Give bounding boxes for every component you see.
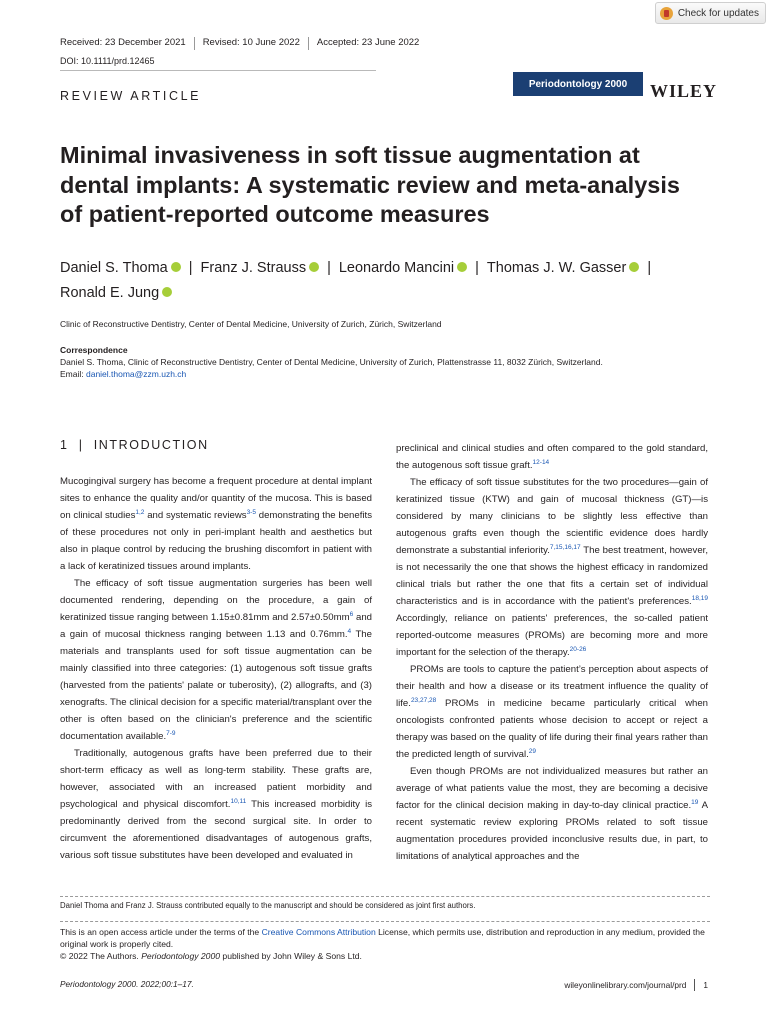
received-date: Received: 23 December 2021	[60, 37, 186, 48]
author[interactable]: Thomas J. W. Gasser	[487, 260, 639, 276]
citation-link[interactable]: 10,11	[230, 797, 247, 805]
citation-link[interactable]: 20-26	[569, 645, 587, 653]
citation-link[interactable]: 7,15,16,17	[549, 543, 581, 551]
header-rule	[60, 70, 376, 71]
paragraph: PROMs are tools to capture the patient’s perception about aspects of their health and how a disease or its treatment influence the quality of life.$^{23,27,28}$ PROMs in medicine became particularly critical when oncologists confronted patients whose decision to accept or reject a therapy was based on the quality of life during their final years rather than the predicted length of survival.$^{29}$	[396, 664, 708, 760]
paragraph: Traditionally, autogenous grafts have been preferred due to their short-term efficacy as well as long-term stability. These grafts are, however, associated with an increased patient morbidity and psychological and physical discomfort.$^{10,11}$ This increased morbidity is predominantly derived from the second surgical site. In order to circumvent the aforementioned disadvantages of autogenous grafts, various soft tissue substitutes have been developed and evaluated in	[60, 748, 372, 861]
article-dates	[60, 37, 419, 50]
citation-link[interactable]: 29	[528, 747, 537, 755]
author[interactable]: Franz J. Strauss	[201, 260, 320, 276]
doi: DOI: 10.1111/prd.12465	[60, 56, 155, 66]
orcid-icon[interactable]	[171, 262, 181, 272]
left-column	[60, 473, 372, 864]
citation-link[interactable]: 12-14	[532, 458, 550, 466]
author[interactable]: Ronald E. Jung	[60, 285, 172, 301]
citation-link[interactable]: 19	[691, 798, 699, 806]
author[interactable]: Daniel S. Thoma	[60, 260, 181, 276]
article-type: REVIEW ARTICLE	[60, 89, 202, 103]
orcid-icon[interactable]	[629, 262, 639, 272]
citation-link[interactable]: 7-9	[166, 729, 176, 737]
email-label: Email:	[60, 369, 86, 379]
citation-link[interactable]: 3-5	[246, 508, 256, 516]
right-column	[396, 440, 708, 865]
license-block: This is an open access article under the terms of the Creative Commons Attribution License, which permits use, distribution and reproduction in any medium, provided the original work is properly cited. © 2022 The Authors. Periodontology 2000 published by John Wiley & Sons Ltd.	[60, 927, 705, 961]
revised-date: Revised: 10 June 2022	[202, 37, 300, 48]
footer-citation: Periodontology 2000. 2022;00:1–17.	[60, 979, 194, 989]
citation-link[interactable]: 1,2	[135, 508, 145, 516]
date-divider	[194, 37, 195, 50]
orcid-icon[interactable]	[162, 287, 172, 297]
citation-link[interactable]: 4	[347, 627, 352, 635]
author-footnote: Daniel Thoma and Franz J. Strauss contributed equally to the manuscript and should be considered as joint first authors.	[60, 901, 476, 910]
email-link[interactable]: daniel.thoma@zzm.uzh.ch	[85, 369, 187, 379]
footnote-divider	[60, 896, 710, 897]
license-divider	[60, 921, 710, 922]
citation-link[interactable]: 6	[349, 610, 354, 618]
paragraph: The efficacy of soft tissue augmentation surgeries has been well documented rendering, depending on the procedure, a gain of keratinized tissue ranging between 1.15±0.81mm and $2.57\pm 0.50mm^6$ and a gain of mucosal thickness ranging between 1.13 and 0.76mm.$^4$ The materials and transplants used for soft tissue augmentation can be mainly classified into three categories: (1) autogenous soft tissue grafts (harvested from the patients' palate or tuberosity), (2) allografts, and (3) xenografts. The clinical decision for a specific material/transplant over the other is often based on the clinician's preference and the scientific documentation available.$^{7-9}$	[60, 578, 372, 742]
correspondence	[60, 344, 603, 380]
footer-divider	[694, 979, 695, 991]
footer-right	[564, 979, 708, 991]
accepted-date: Accepted: 23 June 2022	[316, 37, 420, 48]
journal-logo: Periodontology 2000	[513, 72, 643, 96]
correspondence-heading: Correspondence	[60, 345, 128, 355]
author-list: Daniel S. Thoma | Franz J. Strauss | Leonardo Mancini | Thomas J. W. Gasser | Ronald E. Jung	[60, 260, 652, 301]
date-divider	[308, 37, 309, 50]
journal-url[interactable]: wileyonlinelibrary.com/journal/prd	[564, 980, 687, 990]
check-for-updates-label: Check for updates	[677, 7, 759, 19]
correspondence-address: Daniel S. Thoma, Clinic of Reconstructive Dentistry, Center of Dental Medicine, University of Zurich, Plattenstrasse 11, 8032 Zürich, Switzerland.	[60, 357, 603, 367]
section-heading: 1 | INTRODUCTION	[60, 438, 209, 452]
paragraph: The efficacy of soft tissue substitutes for the two procedures—gain of keratinized tissue (KTW) and gain of mucosal thickness (GT)—is considered by many clinicians to be slightly less effective than autogenous grafts even though the scientific evidence does hardly demonstrate a substantial inferiority.$^{7,15,16,17}$ The best treatment, however, is not necessarily the one that shows the highest efficacy in randomized clinical trials but rather the one that fits a certain set of individual characteristics and is in accordance with the patient's preferences.$^{18,19}$ Accordingly, reliance on patients' preferences, the so-called patient reported-outcome measures (PROMs) are becoming more and more important for the selection of the therapy.$^{20-26}$	[396, 477, 708, 658]
article-title: Minimal invasiveness in soft tissue augmentation at dental implants: A systematic review and meta-analysis of patient-reported outcome measures	[60, 142, 680, 227]
citation-link[interactable]: 23,27,28	[410, 696, 437, 704]
check-for-updates-button[interactable]	[655, 2, 766, 24]
orcid-icon[interactable]	[457, 262, 467, 272]
paragraph: preclinical and clinical studies and often compared to the gold standard, the autogenous soft tissue graft.$^{12-14}$	[396, 443, 708, 471]
update-check-icon	[660, 7, 673, 20]
publisher-logo: WILEY	[650, 81, 718, 101]
page-number: 1	[703, 980, 708, 990]
orcid-icon[interactable]	[309, 262, 319, 272]
citation-link[interactable]: 18,19	[691, 594, 708, 602]
paragraph: Even though PROMs are not individualized measures but rather an average of what patients value the most, they are becoming a decisive factor for the clinical decision making in day-to-day clinical practice.$^{19}$ A recent systematic review exploring PROMs related to soft tissue augmentation procedures provided inconclusive results due, in part, to limitations of analytical approaches and the	[396, 766, 708, 862]
author[interactable]: Leonardo Mancini	[339, 260, 467, 276]
affiliation: Clinic of Reconstructive Dentistry, Center of Dental Medicine, University of Zurich, Zürich, Switzerland	[60, 319, 442, 329]
license-link[interactable]: Creative Commons Attribution	[261, 927, 376, 937]
paragraph: Mucogingival surgery has become a frequent procedure at dental implant sites to enhance the quality and/or quantity of the mucosa. This is based on clinical studies$^{1,2}$ and systematic reviews$^{3-5}$ demonstrating the benefits of these procedures not only in peri-implant health and aesthetics but also in plaque control by reducing the brushing discomfort in patient with a lack of keratinized tissues around implants.	[60, 476, 372, 572]
